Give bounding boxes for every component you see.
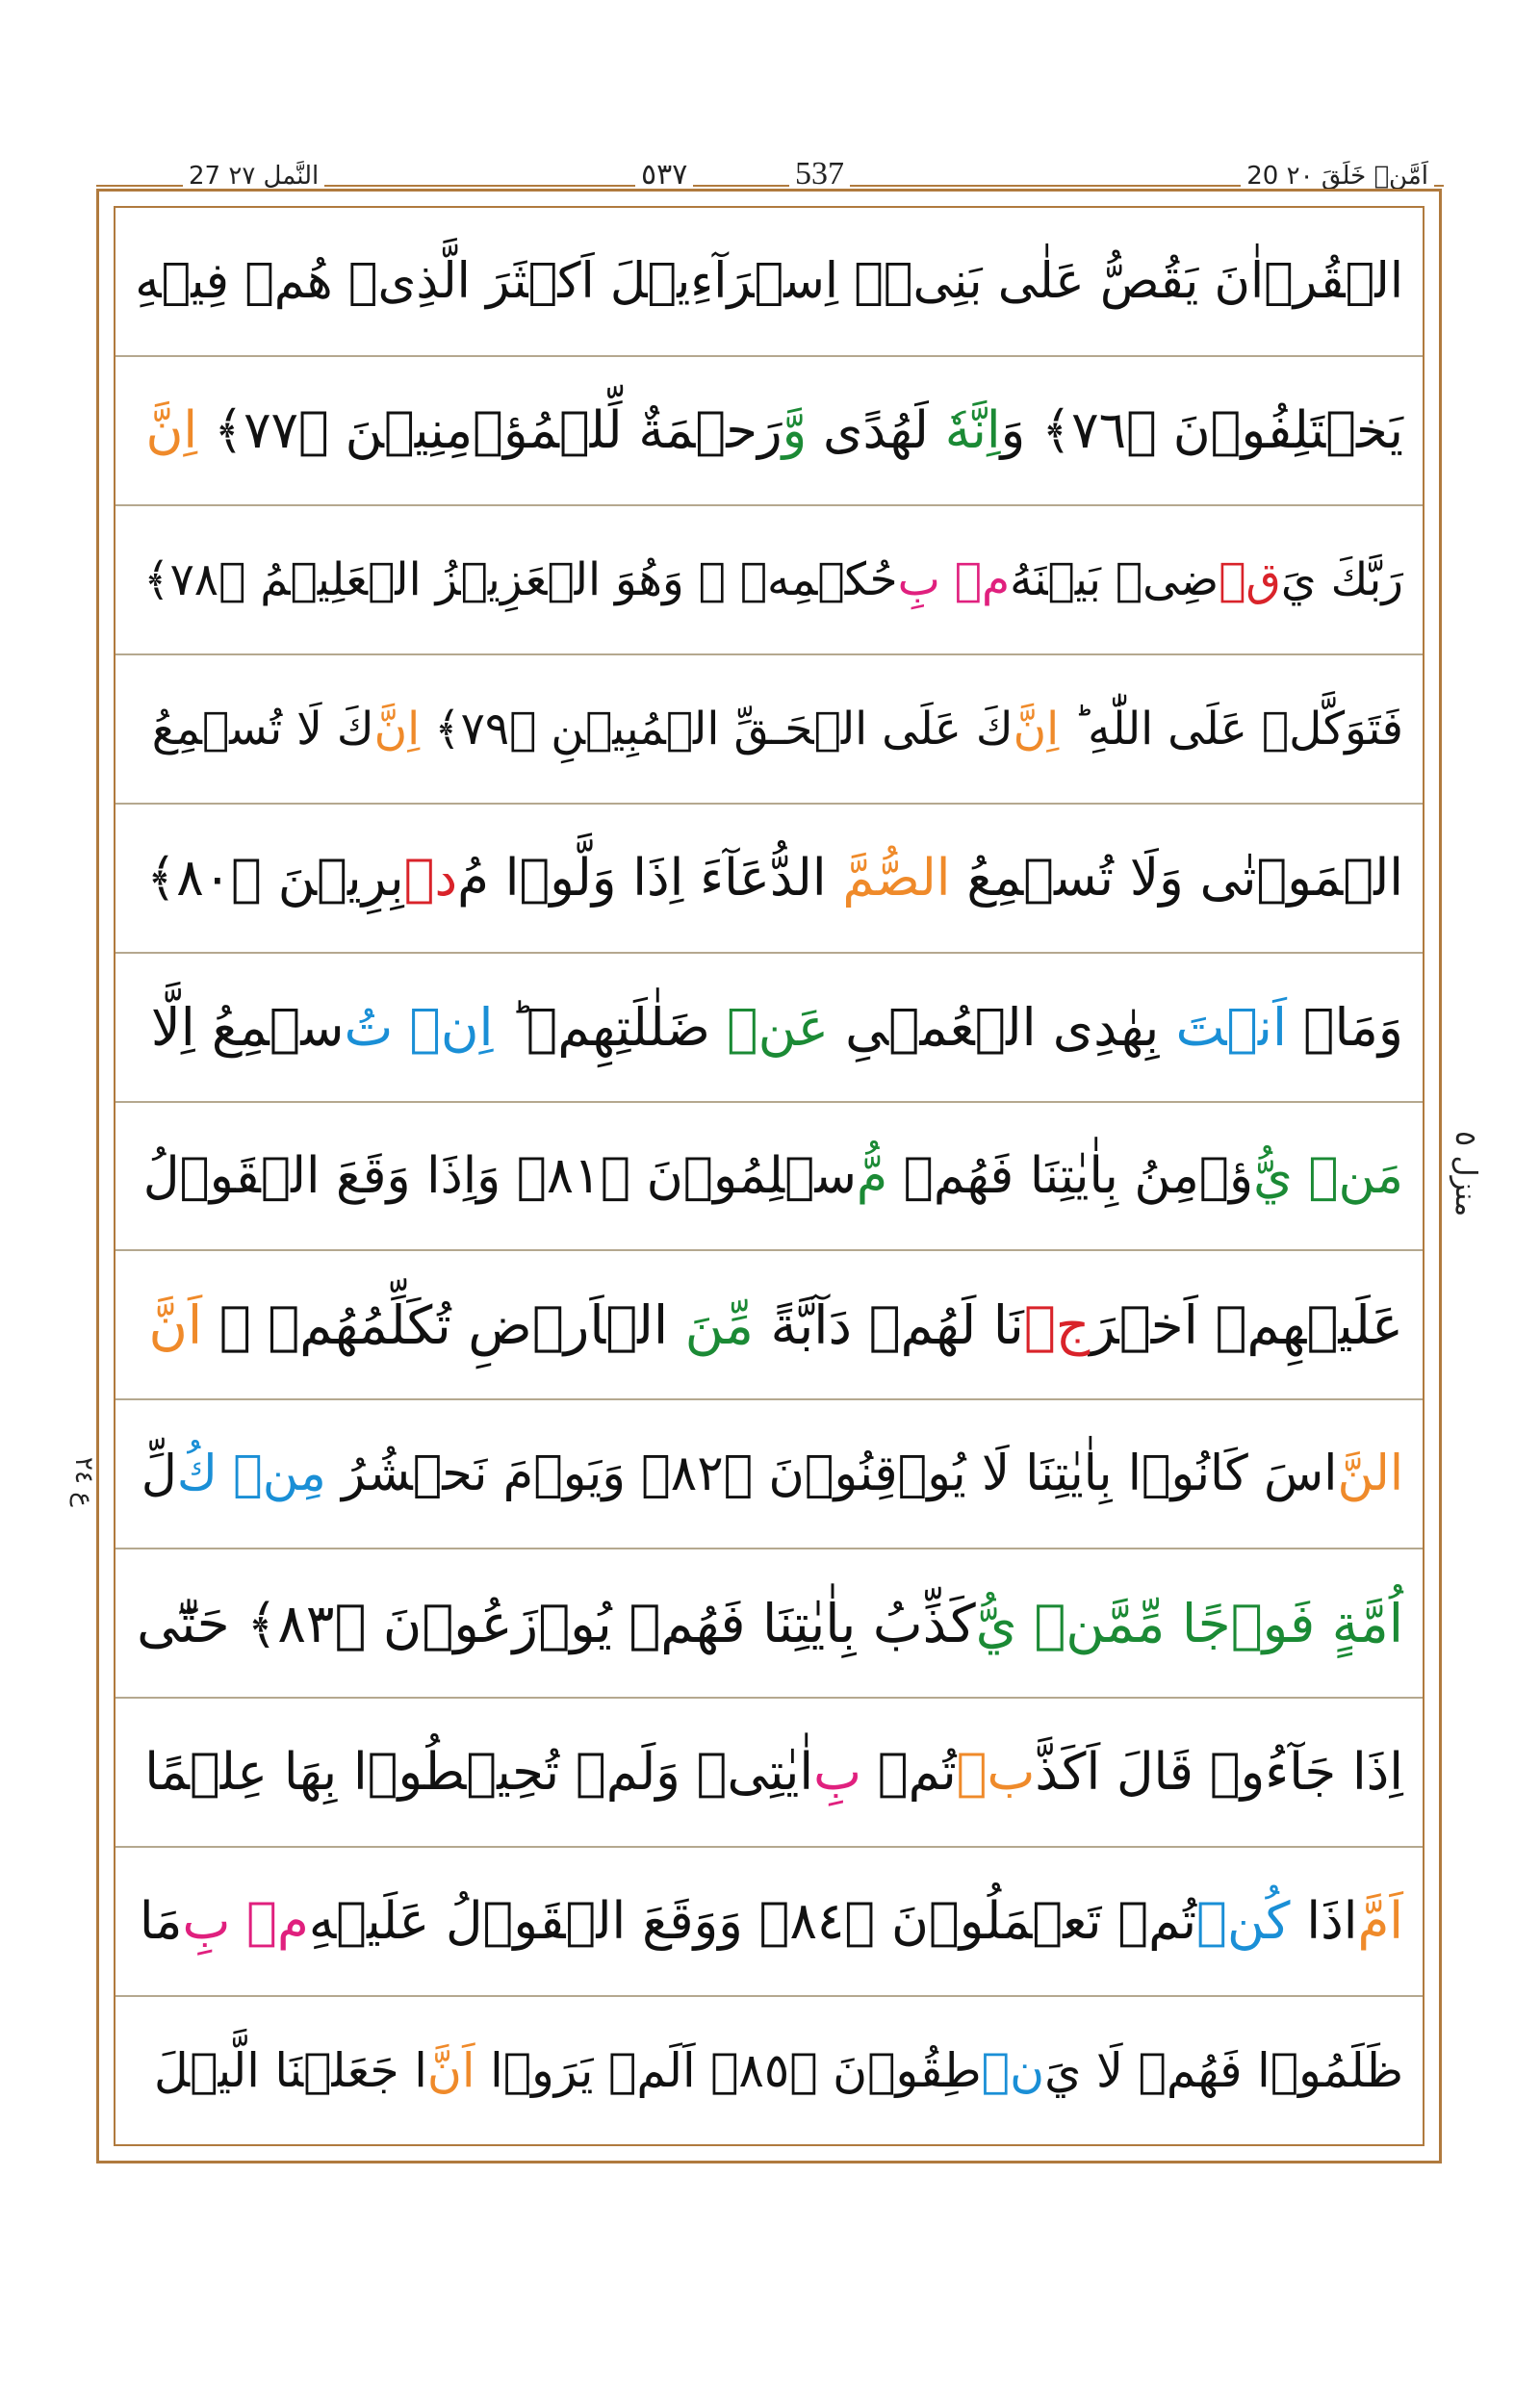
text-segment: اَمَّ bbox=[1357, 1892, 1403, 1952]
text-segment: اٰيٰتِىۡ وَلَمۡ تُحِيۡطُوۡا بِهَا عِلۡمًا bbox=[144, 1743, 814, 1803]
text-line-7 bbox=[116, 1103, 1423, 1252]
text-segment: بِ bbox=[813, 1743, 862, 1803]
text-segment: اَنَّ bbox=[148, 1293, 203, 1356]
text-segment: اِنَّ bbox=[373, 702, 421, 755]
text-segment: الدُّعَآءَ اِذَا وَلَّوۡا مُ bbox=[457, 848, 843, 908]
text-line-13 bbox=[116, 1997, 1423, 2144]
text-segment: اسَ كَانُوۡا بِاٰيٰتِنَا لَا يُوۡقِنُوۡنَ ﴿٨٢﴾ وَيَوۡمَ نَحۡشُرُ bbox=[325, 1446, 1338, 1503]
text-segment: اذَا bbox=[1290, 1892, 1358, 1952]
text-segment: اِذَا جَآءُوۡ قَالَ اَكَذَّ bbox=[1035, 1743, 1403, 1803]
text-line-3 bbox=[116, 506, 1423, 655]
text-segment: طِقُوۡنَ ﴿٨٥﴾ اَلَمۡ يَرَوۡا bbox=[475, 2043, 982, 2099]
text-segment: اِنَّ bbox=[1013, 702, 1060, 755]
text-segment: النَّ bbox=[1337, 1446, 1403, 1503]
text-line-9 bbox=[116, 1400, 1423, 1549]
text-line-10 bbox=[116, 1549, 1423, 1699]
text-segment: وَّ bbox=[782, 400, 808, 460]
text-segment: سۡمِعُ اِلَّا bbox=[150, 996, 345, 1058]
text-segment: تُمۡ bbox=[861, 1743, 957, 1803]
text-segment: ضَلٰلَتِهِمۡ ؕ bbox=[493, 996, 728, 1058]
ruku-marker: ع ۲٤ bbox=[69, 1457, 98, 1507]
text-segment: ؤۡمِنُ بِاٰيٰتِنَا فَهُمۡ bbox=[887, 1146, 1254, 1205]
text-segment: نَا لَهُمۡ دَآبَّةً bbox=[753, 1293, 1024, 1356]
text-line-11 bbox=[116, 1699, 1423, 1848]
text-segment: مۡ بِ bbox=[182, 1892, 309, 1952]
text-segment: الۡقُرۡاٰنَ يَقُصُّ عَلٰى بَنِىۡۤ اِسۡرَآءِيۡلَ اَكۡثَرَ الَّذِىۡ هُمۡ فِيۡهِ bbox=[135, 252, 1403, 310]
text-segment: تُمۡ تَعۡمَلُوۡنَ ﴿٨٤﴾ وَوَقَعَ الۡقَوۡلُ عَلَيۡهِ bbox=[308, 1892, 1197, 1952]
text-segment: كَ لَا تُسۡمِعُ bbox=[151, 702, 374, 755]
text-segment: بۡ bbox=[956, 1743, 1036, 1803]
text-segment: بِهٰدِى الۡعُمۡىِ bbox=[828, 996, 1176, 1058]
header-surah-label: 27 النَّمل ٢٧ bbox=[183, 162, 324, 191]
text-segment: اِنَّهٗ bbox=[944, 400, 1001, 460]
text-segment: مِّنَ bbox=[684, 1293, 754, 1356]
text-line-6 bbox=[116, 954, 1423, 1103]
text-segment: مۡ بِ bbox=[897, 552, 1011, 606]
text-segment: مِنۡ كُ bbox=[176, 1446, 326, 1503]
text-segment: مَنۡ يُّ bbox=[1253, 1146, 1403, 1205]
manzil-marker: منزل ٥ bbox=[1449, 1131, 1482, 1217]
text-segment: عَلَيۡهِمۡ اَخۡرَ bbox=[1090, 1293, 1403, 1356]
text-segment: دۡ bbox=[403, 848, 458, 908]
text-segment: اِنَّ bbox=[145, 400, 198, 460]
text-segment: وَمَاۤ bbox=[1286, 996, 1403, 1058]
text-segment: ظَلَمُوۡا فَهُمۡ لَا يَ bbox=[1044, 2043, 1403, 2099]
text-segment: جۡ bbox=[1023, 1293, 1091, 1356]
text-segment: مَا bbox=[139, 1892, 183, 1952]
text-segment: سۡلِمُوۡنَ ﴿٨١﴾ وَاِذَا وَقَعَ الۡقَوۡلُ bbox=[142, 1146, 857, 1205]
text-segment: لَهُدًى bbox=[807, 400, 945, 460]
text-segment: اِنۡ تُ bbox=[344, 996, 494, 1058]
text-segment: اَنۡتَ bbox=[1175, 996, 1287, 1058]
text-segment: رَبَّكَ يَ bbox=[1280, 552, 1403, 606]
text-line-2 bbox=[116, 357, 1423, 506]
header-juz-label: 20 اَمَّنۡ خَلَقَ ٢٠ bbox=[1241, 162, 1434, 191]
text-line-4 bbox=[116, 655, 1423, 805]
text-segment: بِرِيۡنَ ﴿٨٠﴾ bbox=[146, 848, 404, 908]
text-segment: حُكۡمِهٖ ۚ وَهُوَ الۡعَزِيۡزُ الۡعَلِيۡمُ ﴿٧٨﴾ bbox=[143, 552, 898, 606]
text-line-5 bbox=[116, 805, 1423, 954]
text-segment: اَنَّ bbox=[426, 2043, 475, 2099]
text-segment: لِّ bbox=[141, 1446, 177, 1503]
text-segment: مُّ bbox=[856, 1146, 888, 1205]
text-line-1 bbox=[116, 208, 1423, 357]
text-segment: ا جَعَلۡنَا الَّيۡلَ bbox=[154, 2043, 427, 2099]
text-segment: رَحۡمَةٌ لِّلۡمُؤۡمِنِيۡنَ ﴿٧٧﴾ bbox=[197, 400, 783, 460]
page-number-latin: 537 bbox=[789, 156, 850, 192]
text-segment: الۡاَرۡضِ تُكَلِّمُهُمۡ ۙ bbox=[202, 1293, 685, 1356]
text-segment: كُنۡ bbox=[1196, 1892, 1291, 1952]
text-line-12 bbox=[116, 1848, 1423, 1997]
quran-text-block bbox=[116, 208, 1423, 2144]
text-segment: الۡمَوۡتٰى وَلَا تُسۡمِعُ bbox=[950, 848, 1403, 908]
text-segment: كَ عَلَى الۡحَـقِّ الۡمُبِيۡنِ ﴿٧٩﴾ bbox=[420, 702, 1014, 755]
text-segment: عَنۡ bbox=[727, 996, 829, 1058]
text-segment: ضِىۡ بَيۡنَهُ bbox=[1010, 552, 1219, 606]
text-segment: فَتَوَكَّلۡ عَلَى اللّٰهِ ؕ bbox=[1059, 702, 1403, 755]
text-segment: يَخۡتَلِفُوۡنَ ﴿٧٦﴾ وَ bbox=[1000, 400, 1403, 460]
text-segment: الصُّمَّ bbox=[842, 848, 951, 908]
text-segment: كَذِّبُ بِاٰيٰتِنَا فَهُمۡ يُوۡزَعُوۡنَ ﴿٨٣﴾ حَتّٰٓى bbox=[137, 1592, 976, 1654]
page-number-arabic: ٥٣٧ bbox=[635, 158, 693, 192]
text-segment: اُمَّةٍ فَوۡجًا مِّمَّنۡ يُّ bbox=[975, 1592, 1403, 1654]
text-segment: قۡ bbox=[1219, 552, 1281, 606]
text-line-8 bbox=[116, 1251, 1423, 1400]
text-segment: نۡ bbox=[981, 2043, 1045, 2099]
